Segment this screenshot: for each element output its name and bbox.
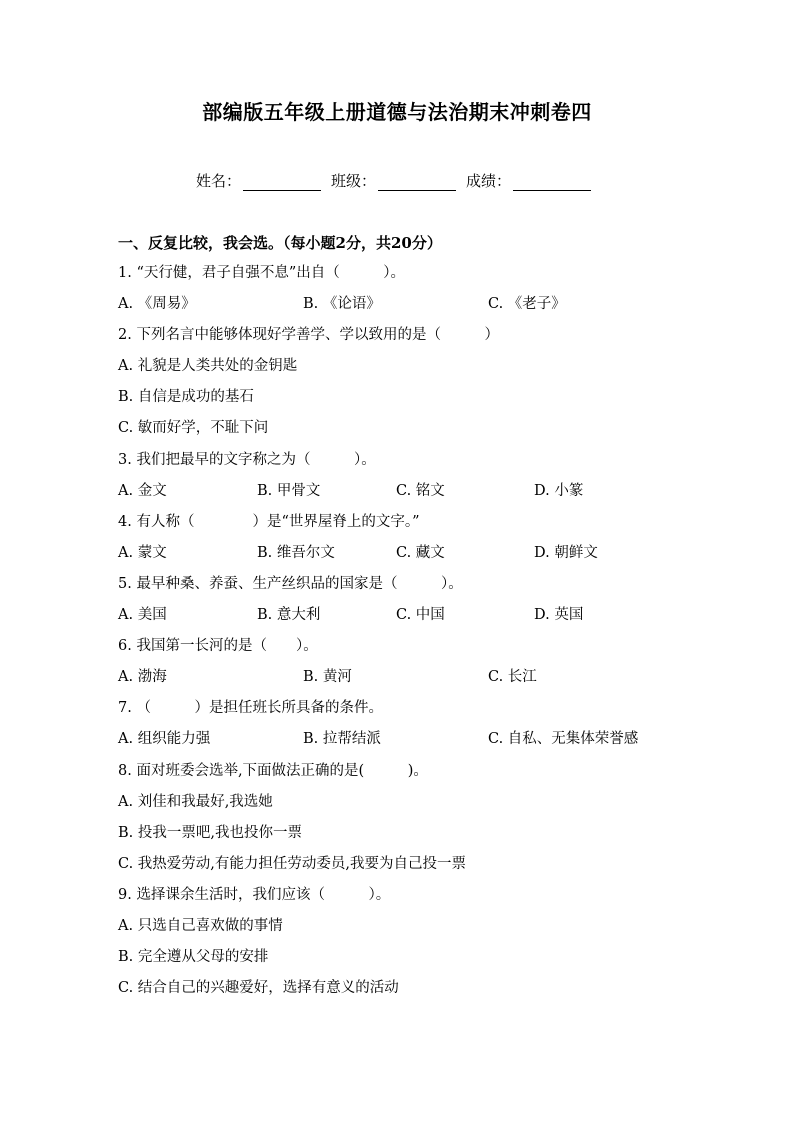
option: D. 朝鲜文 <box>534 544 598 561</box>
section-heading: 一、反复比较，我会选。（每小题2分，共20分） <box>118 234 442 252</box>
option: C. 《老子》 <box>488 296 566 313</box>
option-row <box>118 293 758 324</box>
option-row <box>118 542 758 573</box>
option-row: C. 结合自己的兴趣爱好，选择有意义的活动 <box>118 980 399 997</box>
option-row: B. 自信是成功的基石 <box>118 389 254 406</box>
question-stem: 8. 面对班委会选举,下面做法正确的是( )。 <box>118 762 428 779</box>
option-row: C. 敏而好学，不耻下问 <box>118 420 269 437</box>
option: C. 中国 <box>396 607 445 624</box>
option: A. 渤海 <box>118 669 167 686</box>
option: B. 维吾尔文 <box>257 544 335 561</box>
score-label: 成绩： <box>466 172 512 190</box>
class-label: 班级： <box>331 172 377 190</box>
name-field <box>196 170 321 191</box>
name-label: 姓名： <box>196 172 242 190</box>
option: B. 黄河 <box>303 669 352 686</box>
question-stem: 7. （ ）是担任班长所具备的条件。 <box>118 700 383 717</box>
option-row: A. 刘佳和我最好,我选她 <box>118 793 273 810</box>
option: A. 组织能力强 <box>118 731 211 748</box>
page-title: 部编版五年级上册道德与法治期末冲刺卷四 <box>202 100 592 124</box>
option: B. 甲骨文 <box>257 482 321 499</box>
option: D. 小篆 <box>534 482 584 499</box>
option: B. 《论语》 <box>303 296 381 313</box>
option-row: C. 我热爱劳动,有能力担任劳动委员,我要为自己投一票 <box>118 855 467 872</box>
question-stem: 5. 最早种桑、养蚕、生产丝织品的国家是（ ）。 <box>118 575 463 592</box>
option: D. 英国 <box>534 607 584 624</box>
option-row <box>118 728 758 759</box>
option-row: B. 完全遵从父母的安排 <box>118 949 269 966</box>
option: B. 拉帮结派 <box>303 731 381 748</box>
question-stem: 6. 我国第一长河的是（ ）。 <box>118 638 318 655</box>
name-blank[interactable] <box>243 175 321 191</box>
question-stem: 4. 有人称（ ）是“世界屋脊上的文字。” <box>118 513 420 530</box>
option: C. 藏文 <box>396 544 445 561</box>
question-stem: 3. 我们把最早的文字称之为（ ）。 <box>118 451 376 468</box>
question-stem: 1. “天行健，君子自强不息”出自（ ）。 <box>118 265 406 281</box>
student-info-row <box>196 170 601 191</box>
class-blank[interactable] <box>378 175 456 191</box>
option: C. 自私、无集体荣誉感 <box>488 731 639 748</box>
option: C. 铭文 <box>396 482 445 499</box>
score-blank[interactable] <box>513 175 591 191</box>
option-row <box>118 604 758 635</box>
option: A. 金文 <box>118 482 167 499</box>
question-stem: 2. 下列名言中能够体现好学善学、学以致用的是（ ） <box>118 327 499 344</box>
option-row: A. 礼貌是人类共处的金钥匙 <box>118 358 298 375</box>
option: B. 意大利 <box>257 607 321 624</box>
option: C. 长江 <box>488 669 537 686</box>
option: A. 蒙文 <box>118 544 167 561</box>
question-list <box>118 262 758 1008</box>
option: A. 《周易》 <box>118 296 196 313</box>
option-row <box>118 480 758 511</box>
option-row: B. 投我一票吧,我也投你一票 <box>118 824 302 841</box>
option-row: A. 只选自己喜欢做的事情 <box>118 917 283 934</box>
question-stem: 9. 选择课余生活时，我们应该（ ）。 <box>118 886 391 903</box>
score-field <box>466 170 591 191</box>
option: A. 美国 <box>118 607 167 624</box>
option-row <box>118 666 758 697</box>
class-field <box>331 170 456 191</box>
